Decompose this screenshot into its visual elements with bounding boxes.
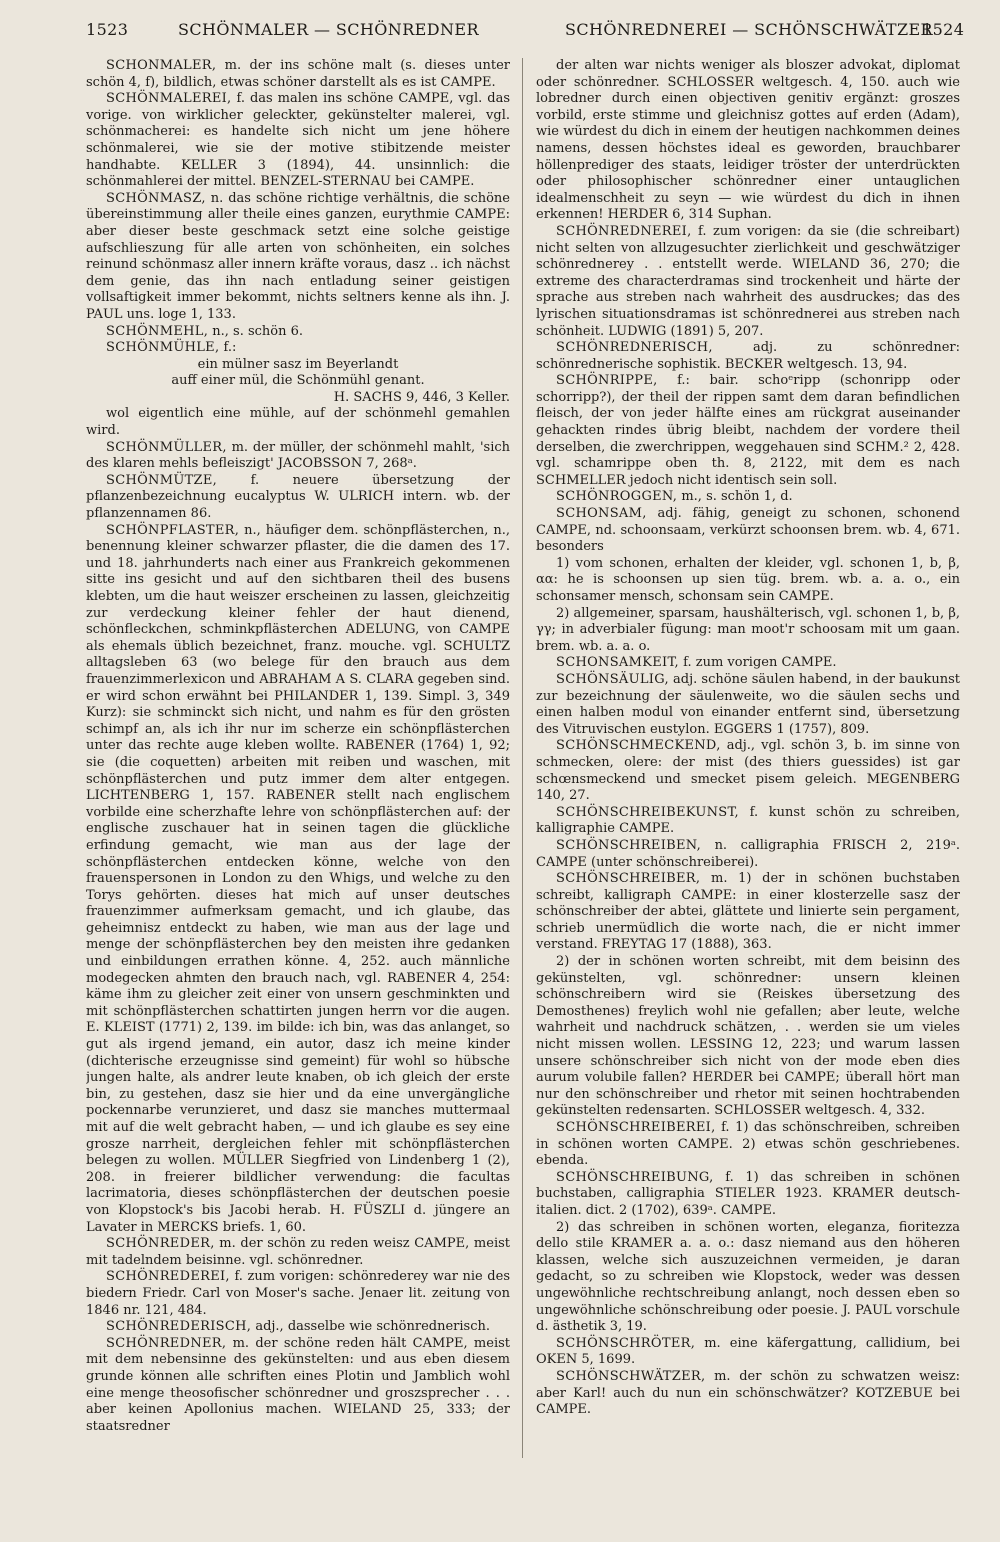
entry-text: f. zum vorigen CAMPE. [683, 655, 837, 671]
entry-headword: SCHÖNMÜTZE, [106, 472, 218, 488]
dictionary-entry [86, 91, 510, 191]
entry-text: m. eine käfergattung, callidium, bei OKEN 5, 1699. [536, 1335, 960, 1368]
entry-headword: SCHÖNSCHREIBUNG, [556, 1169, 714, 1185]
quote-line: auff einer mül, die Schönmühl genant. [171, 373, 425, 389]
dictionary-entry [86, 473, 510, 523]
entry-text: 2) der in schönen worten schreibt, mit dem beisinn des gekünstelten, vgl. schönredner: unsern kleinen schönschreibern wird sie (Reiskes übersetzung des Demosthenes) freylich wohl nie gefallen; aber leute, welche wahrheit und nachdruck schätzen, . . werden sie um vieles nicht missen wollen. LESSING 12, 223; und warum lassen unsere schönschreiber sich nicht von der mode eben dies aurum volubile fallen? HERDER bei CAMPE; überall hört man nur den schönschreiber und rhetor mit seinen hochtrabenden gekünstelten redensarten. SCHLOSSER weltgesch. 4, 332. [536, 954, 960, 1119]
dictionary-entry [86, 1236, 510, 1269]
entry-text: f. zum vorigen: schönrederey war nie des biedern Friedr. Carl von Moser's sache. Jenaer lit. zeitung von 1846 nr. 121, 484. [86, 1269, 510, 1318]
entry-headword: SCHÖNREDERISCH, [106, 1319, 252, 1335]
dictionary-entry [536, 606, 960, 656]
entry-text: adj., vgl. schön 3, b. im sinne von schmecken, olere: der mist (des thiers guessides) ist gar schœnsmeckend und smecket pisem geleich. MEGENBERG 140, 27. [536, 738, 960, 804]
entry-text: adj., dasselbe wie schönrednerisch. [255, 1319, 490, 1335]
dictionary-entry [86, 191, 510, 324]
entry-text: n., häufiger dem. schönpflästerchen, n., benennung kleiner schwarzer pflaster, die die damen des 17. und 18. jahrhunderts nach einer aus Frankreich gekommenen sitte ins gesicht und auf den sichtbaren theil des busens klebten, um die haut weiszer erscheinen zu lassen, gleichzeitig zur verdeckung kleiner fehler der haut dienend, schönfleckchen, schminkpflästerchen ADELUNG, von CAMPE als ehemals üblich bezeichnet, franz. mouche. vgl. SCHULTZ alltagsleben 63 (wo belege für den brauch aus dem frauenzimmerlexicon und ABRAHAM A S. CLARA gegeben sind. er wird schon erwähnt bei PHILANDER 1, 139. Simpl. 3, 349 Kurz): sie schminckt sich nicht, und nahm es für den grösten schimpf an, als ich ihr nur im scherze ein schönpflästerchen unter das rechte auge kleben wollte. RABENER (1764) 1, 92; sie (die coquetten) arbeiten mit reiben und waschen, mit schönpflästerchen und putz immer dem alter entgegen. LICHTENBERG 1, 157. RABENER stellt nach englischem vorbilde eine scherzhafte lehre von schönpflästerchen auf: der englische zuschauer hat in seinen tagen die glückliche erfindung gemacht, wie man aus der lage der schönpflästerchen entdecken könne, welche von den frauenspersonen in London zu den Whigs, und welche zu den Torys gehörten. dieses hat mich auf unser deutsches frauenzimmer aufmerksam gemacht, und ich glaube, das geheimnisz entdeckt zu haben, wie man aus der lage und menge der schönpflästerchen bey den meisten ihre gedanken und einbildungen errathen könne. 4, 252. auch männliche modegecken ahmten den brauch nach, vgl. RABENER 4, 254: käme ihm zu gleicher zeit einer von unsern geschminkten und mit schönpflästerchen schattirten jungen herrn vor die augen. E. KLEIST (1771) 2, 139. im bilde: ich bin, was das anlanget, so gut als irgend jemand, ein autor, dasz ich meine kinder (dichterische erzeugnisse sind gemeint) für wohl so hübsche jungen halte, als andrer leute knaben, ob ich gleich der erste bin, zu gestehen, dasz sie hier und da eine unvergängliche pockennarbe verunzieret, und dasz sie manches muttermaal mit auf die welt gebracht haben, — und ich glaube es sey eine grosze narrheit, dergleichen fehler mit schönpflästerchen belegen zu wollen. MÜLLER Siegfried von Lindenberg 1 (2), 208. in freierer bildlicher verwendung: die facultas lacrimatoria, dieses schönpflästerchen der deutschen poesie von Klopstock's bis Jacobi herab. H. FÜSZLI d. jüngere an Lavater in MERCKS briefs. 1, 60. [86, 522, 510, 1235]
dictionary-entry [536, 954, 960, 1120]
dictionary-entry [86, 523, 510, 1237]
dictionary-entry [536, 373, 960, 489]
entry-text: f.: bair. schoᵉripp (schonripp oder schorripp?), der theil der rippen samt dem daran befindlichen fleisch, der von jeder hälfte eines am rückgrat auseinander gehackten rindes übrig bleibt, nachdem der vordere theil derselben, die zwerchrippen, weggehauen sind SCHM.² 2, 428. vgl. schamrippe oben th. 8, 2122, mit dem es nach SCHMELLER jedoch nicht identisch sein soll. [536, 373, 960, 488]
quote-line: ein mülner sasz im Beyerlandt [197, 356, 399, 372]
dictionary-entry [86, 340, 510, 357]
entry-text: f.: [223, 340, 237, 356]
entry-text: f. neuere übersetzung der pflanzenbezeichnung eucalyptus W. ULRICH intern. wb. der pflanzennamen 86. [86, 472, 510, 522]
left-running-title: SCHÖNMALER — SCHÖNREDNER [178, 20, 479, 39]
entry-text: m. der müller, der schönmehl mahlt, 'sich des klaren mehls befleiszigt' JACOBSSON 7, 268ᵃ. [86, 439, 510, 472]
entry-headword: SCHÖNREDNERISCH, [556, 340, 713, 356]
dictionary-entry [536, 1220, 960, 1336]
dictionary-entry [536, 1120, 960, 1170]
column-divider [522, 58, 523, 1458]
entry-headword: SCHÖNSÄULIG, [556, 671, 669, 687]
entry-text: f. kunst schön zu schreiben, kalligraphie CAMPE. [536, 804, 960, 837]
dictionary-entry [536, 672, 960, 738]
entry-headword: SCHÖNREDNEREI, [556, 223, 692, 239]
dictionary-entry [536, 805, 960, 838]
dictionary-entry [536, 58, 960, 224]
right-page-number: 1524 [922, 20, 965, 39]
entry-text: der alten war nichts weniger als bloszer advokat, diplomat oder schönredner. SCHLOSSER weltgesch. 4, 150. auch wie lobredner durch einen objectiven genitiv ergänzt: groszes vorbild, erste stimme und gleichnisz gottes auf erden (Adam), wie würdest du dich in einem der heutigen nachkommen deines namens, dessen höchstes ideal es geworden, brauchbarer höllenprediger des staats, leidiger tröster der unterdrückten oder philosophischer schönredner einer untauglichen idealmenschheit zu seyn — wie würdest du dich in ihnen erkennen! HERDER 6, 314 Suphan. [536, 58, 960, 223]
entry-text: 2) das schreiben in schönen worten, eleganza, fioritezza dello stile KRAMER a. a. o.: dasz niemand aus den höheren klassen, welche sich auszuzeichnen vermeiden, je daran gedacht, so zu schreiben wie Klopstock, weder was dessen ungewöhnliche rechtschreibung anlangt, noch dessen eben so ungewöhnliche schönschreibung oder poesie. J. PAUL vorschule d. ästhetik 3, 19. [536, 1219, 960, 1335]
dictionary-entry [86, 324, 510, 341]
dictionary-entry [536, 1369, 960, 1419]
entry-headword: SCHÖNSCHREIBEREI, [556, 1120, 716, 1135]
dictionary-entry [86, 406, 510, 439]
dictionary-entry [536, 838, 960, 871]
entry-text: m. 1) der in schönen buchstaben schreibt, kalligraph CAMPE: in einer klosterzelle sasz der schönschreiber der abtei, glättete und linierte sein pergament, schrieb unermüdlich die worte nach, die er nicht immer verstand. FREYTAG 17 (1888), 363. [536, 871, 960, 953]
entry-headword: SCHÖNMÜHLE, [106, 340, 220, 356]
entry-headword: SCHÖNSCHREIBER, [556, 871, 701, 887]
dictionary-entry [536, 224, 960, 340]
entry-text: m., s. schön 1, d. [681, 489, 793, 505]
entry-headword: SCHÖNMALER, [106, 58, 217, 73]
entry-headword: SCHÖNSCHRÖTER, [556, 1335, 696, 1351]
left-column [86, 58, 510, 1518]
entry-text: 1) vom schonen, erhalten der kleider, vgl. schonen 1, b, β, αα: he is schoonsen up sien tüg. brem. wb. a. a. o., ein schonsamer mensch, schonsam sein CAMPE. [536, 555, 960, 604]
entry-headword: SCHÖNPFLASTER, [106, 522, 240, 538]
dictionary-entry [86, 440, 510, 473]
dictionary-entry [86, 1319, 510, 1336]
entry-headword: SCHÖNMALEREI, [106, 91, 232, 107]
entry-headword: SCHONSAM, [556, 506, 647, 522]
entry-text: 2) allgemeiner, sparsam, haushälterisch, vgl. schonen 1, b, β, γγ; in adverbialer fügung: man moot'r schoosam mit um gaan. brem. wb. a. a. o. [536, 605, 960, 654]
left-page-number: 1523 [86, 20, 129, 39]
entry-headword: SCHÖNMASZ, [106, 190, 206, 206]
dictionary-entry [86, 1269, 510, 1319]
dictionary-entry [536, 655, 960, 672]
dictionary-entry [536, 871, 960, 954]
entry-headword: SCHÖNREDER, [106, 1236, 215, 1252]
entry-headword: SCHÖNREDEREI, [106, 1269, 230, 1285]
entry-headword: SCHÖNROGGEN, [556, 489, 678, 505]
dictionary-entry [86, 58, 510, 91]
dictionary-entry [536, 1336, 960, 1369]
dictionary-entry [86, 1336, 510, 1436]
entry-headword: SCHÖNREDNER, [106, 1335, 227, 1351]
dictionary-entry [536, 738, 960, 804]
entry-text: n., s. schön 6. [212, 323, 304, 339]
entry-text: adj. zu schönredner: schönrednerische sophistik. BECKER weltgesch. 13, 94. [536, 340, 960, 372]
entry-headword: SCHÖNSCHREIBEN, [556, 837, 702, 853]
entry-headword: SCHÖNSCHMECKEND, [556, 738, 721, 754]
entry-text: m. der schöne reden hält CAMPE, meist mit dem nebensinne des gekünstelten: und aus eben diesem grunde können alle schriften eines Plotin und Jamblich wohl eine menge theosofischer schönredner und groszsprecher . . . aber keinen Apollonius machen. WIELAND 25, 333; der staatsredner [86, 1335, 510, 1434]
entry-text: m. der schön zu schwatzen weisz: aber Karl! auch du nun ein schönschwätzer? KOTZEBUE bei CAMPE. [536, 1368, 960, 1418]
quote-source: H. SACHS 9, 446, 3 Keller. [333, 389, 510, 405]
entry-headword: SCHÖNSCHREIBEKUNST, [556, 804, 739, 820]
right-running-title: SCHÖNREDNEREI — SCHÖNSCHWÄTZER [565, 20, 933, 39]
dictionary-entry [536, 1170, 960, 1220]
entry-text: f. zum vorigen: da sie (die schreibart) nicht selten von allzugesuchter zierlichkeit und geschwätziger schönrednerey . . entstellt werde. WIELAND 36, 270; die extreme des characterdramas sind trockenheit und härte der sprache aus streben nach wahrheit des ausdruckes; das des lyrischen situationsdramas ist schönrednerei aus streben nach schönheit. LUDWIG (1891) 5, 207. [536, 223, 960, 339]
dictionary-entry [536, 489, 960, 506]
entry-text: m. der schön zu reden weisz CAMPE, meist mit tadelndem beisinne. vgl. schönredner. [86, 1236, 510, 1268]
entry-headword: SCHÖNMÜLLER, [106, 439, 227, 455]
entry-headword: SCHÖNSCHWÄTZER, [556, 1368, 706, 1384]
entry-text: f. das malen ins schöne CAMPE, vgl. das vorige. von wirklicher geleckter, gekünstelter malerei, vgl. schönmacherei: es handelte sich nicht um jene höhere schönmalerei, wie sie der motive stibitzende meister handhabte. KELLER 3 (1894), 44. unsinnlich: die schönmahlerei der mittel. BENZEL-STERNAU bei CAMPE. [86, 91, 510, 190]
entry-headword: SCHÖNMEHL, [106, 323, 209, 339]
dictionary-entry [536, 506, 960, 556]
entry-text: adj. fähig, geneigt zu schonen, schonend CAMPE, nd. schoonsaam, verkürzt schoonsen brem. wb. 4, 671. besonders [536, 506, 960, 555]
entry-text: m. der ins schöne malt (s. dieses unter schön 4, f), bildlich, etwas schöner darstellt als es ist CAMPE. [86, 58, 510, 90]
entry-text: adj. schöne säulen habend, in der baukunst zur bezeichnung der säulenweite, wo die säulen sechs und einen halben modul von einander entfernt sind, übersetzung des Vitruvischen eustylon. EGGERS 1 (1757), 809. [536, 671, 960, 737]
dictionary-entry [536, 556, 960, 606]
entry-headword: SCHONSAMKEIT, [556, 655, 679, 671]
dictionary-entry [536, 340, 960, 373]
entry-text: wol eigentlich eine mühle, auf der schönmehl gemahlen wird. [86, 406, 510, 439]
right-column [536, 58, 960, 1518]
entry-text: f. 1) das schreiben in schönen buchstaben, calligraphia STIELER 1923. KRAMER deutsch-italien. dict. 2 (1702), 639ᵃ. CAMPE. [536, 1169, 960, 1218]
entry-text: f. 1) das schönschreiben, schreiben in schönen worten CAMPE. 2) etwas schön geschriebenes. ebenda. [536, 1120, 960, 1169]
entry-text: n. das schöne richtige verhältnis, die schöne übereinstimmung aller theile eines ganzen, eurythmie CAMPE: aber dieser beste geschmack setzt eine solche geistige aufschlieszung für alle arten von schönheiten, ein solches reinund schönmasz aller innern kräfte voraus, dasz .. ich nächst dem genie, das ihn nach entladung seiner geistigen vollsaftigkeit immer bekommt, nichts seltners kenne als ihn. J. PAUL uns. loge 1, 133. [86, 190, 510, 322]
entry-text: n. calligraphia FRISCH 2, 219ᵃ. CAMPE (unter schönschreiberei). [536, 837, 960, 870]
entry-headword: SCHÖNRIPPE, [556, 373, 658, 389]
